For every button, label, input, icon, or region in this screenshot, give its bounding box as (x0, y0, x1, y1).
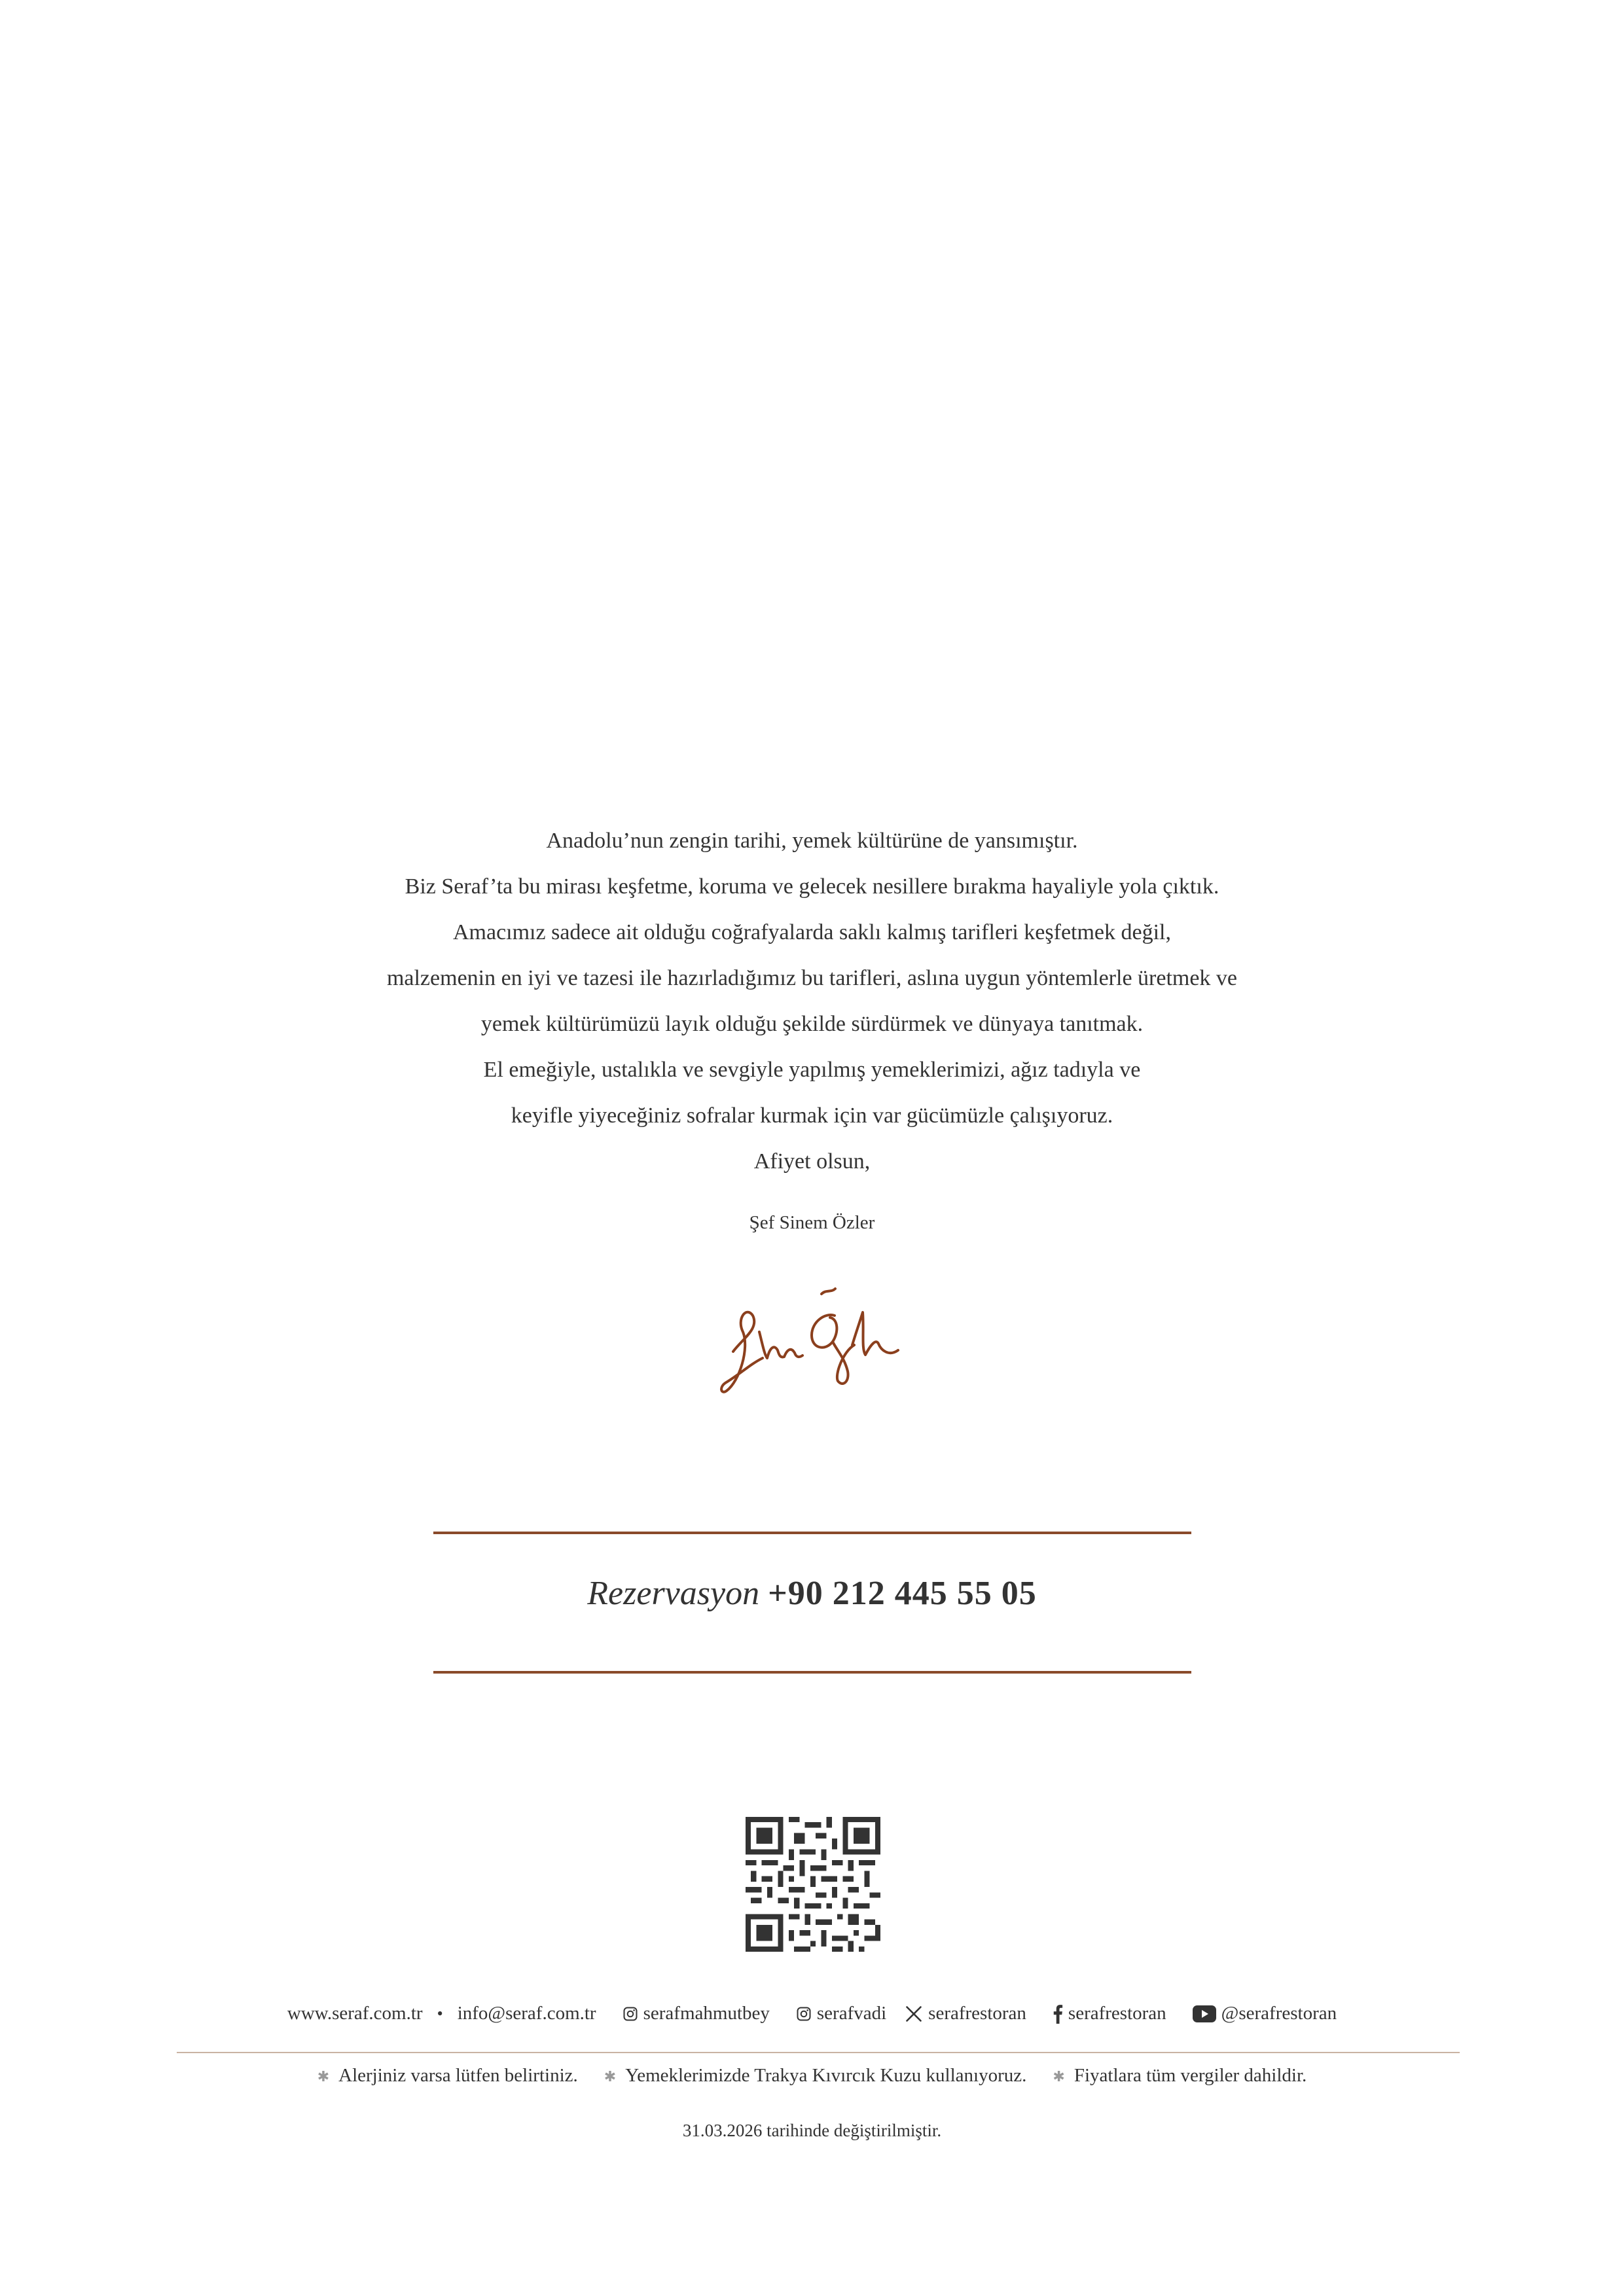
asterisk-icon: ✱ (1053, 2068, 1065, 2085)
instagram-link-2[interactable] (796, 2003, 886, 2024)
x-icon (905, 2005, 923, 2023)
facebook-handle: serafrestoran (1068, 2003, 1166, 2024)
x-handle: serafrestoran (928, 2003, 1026, 2024)
separator-dot: • (437, 2003, 443, 2023)
website-link[interactable]: www.seraf.com.tr (287, 2003, 423, 2024)
intro-line: Amacımız sadece ait olduğu coğrafyalarda saklı kalmış tarifleri keşfetmek değil, (452, 920, 1171, 944)
intro-line: Afiyet olsun, (753, 1149, 871, 1174)
intro-line: yemek kültürümüzü layık olduğu şekilde sürdürmek ve dünyaya tanıtmak. (480, 1012, 1144, 1036)
note-taxes: ✱ Fiyatlara tüm vergiler dahildir. (1053, 2065, 1307, 2086)
facebook-icon (1053, 2004, 1063, 2024)
instagram-icon (623, 2006, 638, 2022)
instagram-handle-2: serafvadi (816, 2003, 887, 2024)
reservation-divider-bottom (433, 1671, 1191, 1674)
chef-signature (713, 1266, 923, 1417)
intro-line: El emeğiyle, ustalıkla ve sevgiyle yapılmış yemeklerimizi, ağız tadıyla ve (483, 1058, 1141, 1082)
asterisk-icon: ✱ (604, 2068, 617, 2085)
youtube-icon (1193, 2005, 1216, 2022)
intro-line: malzemenin en iyi ve tazesi ile hazırladığımız bu tarifleri, aslına uygun yöntemlerle üretmek ve (386, 966, 1238, 990)
reservation-phone[interactable]: +90 212 445 55 05 (768, 1575, 1037, 1612)
note-allergy: ✱ Alerjiniz varsa lütfen belirtiniz. (317, 2065, 578, 2086)
instagram-icon (796, 2006, 812, 2022)
x-link[interactable] (905, 2003, 1026, 2024)
instagram-handle-1: serafmahmutbey (643, 2003, 770, 2024)
last-updated: 31.03.2026 tarihinde değiştirilmiştir. (682, 2121, 942, 2140)
intro-text (0, 818, 1624, 1185)
contact-bar (0, 2003, 1624, 2024)
footer-divider (177, 2052, 1460, 2053)
intro-line: keyifle yiyeceğiniz sofralar kurmak için var gücümüzle çalışıyoruz. (511, 1103, 1113, 1128)
note-lamb: ✱ Yemeklerimizde Trakya Kıvırcık Kuzu kullanıyoruz. (604, 2065, 1027, 2086)
footer-notes (0, 2065, 1624, 2087)
qr-code[interactable] (746, 1817, 880, 1952)
facebook-link[interactable] (1053, 2003, 1166, 2024)
reservation (0, 1574, 1624, 1613)
youtube-handle: @serafrestoran (1221, 2003, 1337, 2024)
chef-name: Şef Sinem Özler (749, 1212, 875, 1233)
instagram-link-1[interactable] (623, 2003, 770, 2024)
reservation-divider-top (433, 1532, 1191, 1534)
intro-line: Anadolu’nun zengin tarihi, yemek kültürüne de yansımıştır. (546, 829, 1078, 853)
intro-line: Biz Seraf’ta bu mirası keşfetme, koruma ve gelecek nesillere bırakma hayaliyle yola çıktık. (405, 874, 1219, 899)
reservation-label: Rezervasyon (587, 1575, 760, 1612)
asterisk-icon: ✱ (317, 2068, 330, 2085)
youtube-link[interactable] (1193, 2003, 1337, 2024)
email-link[interactable]: info@seraf.com.tr (457, 2003, 596, 2024)
